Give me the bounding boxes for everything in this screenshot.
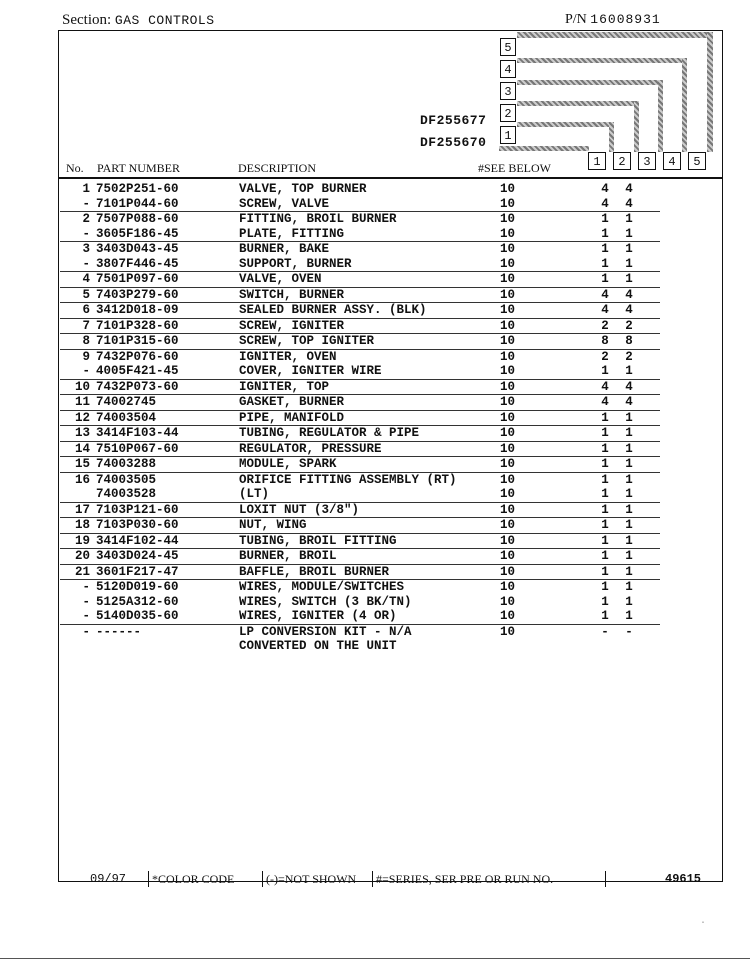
qty-model-2: 1 [625, 256, 633, 271]
footer-series: #=SERIES, SER PRE OR RUN NO. [376, 872, 554, 886]
table-row [60, 319, 660, 335]
series-code: 10 [500, 502, 516, 517]
description: PIPE, MANIFOLD [239, 410, 345, 425]
qty-model-2: 1 [625, 502, 633, 517]
series-code: 10 [500, 364, 516, 378]
table-row [60, 380, 660, 396]
footer-page-number: 49615 [665, 872, 702, 886]
qty-model-2: 1 [625, 580, 633, 594]
item-number: 4 [82, 272, 90, 286]
description: ORIFICE FITTING ASSEMBLY (RT) [239, 472, 457, 487]
table-row [60, 272, 660, 288]
series-code: 10 [500, 287, 516, 302]
item-number: 7 [82, 318, 90, 333]
qty-model-2: 1 [625, 594, 633, 609]
description: VALVE, OVEN [239, 272, 322, 286]
footer-not-shown: (-)=NOT SHOWN [266, 872, 357, 886]
table-row [60, 212, 660, 227]
description: SWITCH, BURNER [239, 287, 345, 302]
part-number: ------ [96, 624, 142, 639]
column-box: 5 [688, 152, 706, 170]
model-box: 2 [500, 104, 516, 122]
description: TUBING, REGULATOR & PIPE [239, 426, 420, 440]
qty-model-2: 4 [625, 303, 633, 317]
qty-model-1: 4 [601, 196, 609, 211]
item-number: - [82, 256, 90, 271]
qty-model-1: 1 [601, 457, 609, 471]
qty-model-1: 4 [601, 379, 609, 394]
part-number: 7403P279-60 [96, 287, 179, 302]
item-number: 20 [74, 549, 90, 563]
column-box: 1 [588, 152, 606, 170]
qty-model-2: 1 [625, 472, 633, 487]
connector-bar [682, 58, 687, 152]
part-number: 74003505 [96, 472, 157, 487]
connector-bar [499, 146, 589, 151]
table-row [60, 288, 660, 304]
description: CONVERTED ON THE UNIT [239, 639, 397, 653]
series-code: 10 [500, 395, 516, 409]
item-number: - [82, 594, 90, 609]
qty-model-1: 1 [601, 242, 609, 256]
part-number: 3807F446-45 [96, 256, 179, 271]
item-number: 11 [74, 395, 90, 409]
qty-model-1: 8 [601, 334, 609, 348]
qty-model-1: 1 [601, 272, 609, 286]
qty-model-1: 1 [601, 609, 609, 623]
qty-model-1: 1 [601, 518, 609, 532]
part-number: 7502P251-60 [96, 182, 179, 196]
description: FITTING, BROIL BURNER [239, 212, 397, 226]
series-code: 10 [500, 518, 516, 532]
qty-model-2: 1 [625, 549, 633, 563]
qty-model-2: 1 [625, 212, 633, 226]
series-code: 10 [500, 594, 516, 609]
qty-model-2: 1 [625, 364, 633, 378]
series-code: 10 [500, 318, 516, 333]
part-number: 74003528 [96, 487, 157, 501]
part-number: 7103P030-60 [96, 518, 179, 532]
qty-model-2: 1 [625, 518, 633, 532]
section-value: GAS CONTROLS [114, 13, 215, 28]
qty-model-1: 1 [601, 564, 609, 579]
part-number: 5125A312-60 [96, 594, 179, 609]
section-label: Section: [62, 12, 112, 28]
table-row [60, 565, 660, 581]
table-row [60, 503, 660, 519]
item-number: 9 [82, 349, 90, 364]
qty-model-2: 1 [625, 533, 633, 548]
item-number: 19 [74, 533, 90, 548]
item-number: - [82, 609, 90, 623]
item-number: 13 [74, 426, 90, 440]
series-code: 10 [500, 410, 516, 425]
description: LOXIT NUT (3/8") [239, 502, 360, 517]
qty-model-1: 4 [601, 395, 609, 409]
part-number: 4005F421-45 [96, 364, 179, 378]
qty-model-1: 1 [601, 426, 609, 440]
column-header-see-below: #SEE BELOW [478, 161, 551, 175]
part-number: 7432P076-60 [96, 349, 179, 364]
item-number: - [82, 364, 90, 378]
description: SCREW, TOP IGNITER [239, 334, 375, 348]
description: PLATE, FITTING [239, 226, 345, 241]
table-row [60, 518, 660, 534]
table-row [60, 549, 660, 565]
series-code: 10 [500, 472, 516, 487]
part-number: 3414F103-44 [96, 426, 179, 440]
item-number: 16 [74, 472, 90, 487]
description: REGULATOR, PRESSURE [239, 441, 382, 456]
column-box: 3 [638, 152, 656, 170]
qty-model-1: 1 [601, 256, 609, 271]
item-number: 12 [74, 410, 90, 425]
series-code: 10 [500, 457, 516, 471]
item-number: 18 [74, 518, 90, 532]
header-rule [59, 177, 722, 179]
table-row [60, 625, 660, 640]
part-number: 7101P044-60 [96, 196, 179, 211]
item-number: - [82, 226, 90, 241]
part-number-header [565, 12, 661, 28]
qty-model-2: 8 [625, 334, 633, 348]
item-number: 14 [74, 441, 90, 456]
qty-model-1: 4 [601, 303, 609, 317]
footer [62, 872, 722, 887]
table-row [60, 303, 660, 319]
part-number: 3412D018-09 [96, 303, 179, 317]
scan-speck: · [700, 918, 707, 929]
part-number: 7510P067-60 [96, 441, 179, 456]
qty-model-1: 1 [601, 549, 609, 563]
qty-model-1: 1 [601, 226, 609, 241]
description: SUPPORT, BURNER [239, 256, 352, 271]
table-row [60, 364, 660, 380]
part-number: 3403D043-45 [96, 242, 179, 256]
part-number: 3601F217-47 [96, 564, 179, 579]
part-number: 3605F186-45 [96, 226, 179, 241]
part-number: 74003288 [96, 457, 157, 471]
item-number: 15 [74, 457, 90, 471]
connector-bar [634, 101, 639, 152]
qty-model-1: 1 [601, 212, 609, 226]
page-bottom-rule [0, 958, 750, 959]
description: MODULE, SPARK [239, 457, 337, 471]
section-header [62, 12, 215, 29]
qty-model-1: 1 [601, 594, 609, 609]
item-number: 2 [82, 212, 90, 226]
qty-model-2: 1 [625, 410, 633, 425]
table-row [60, 395, 660, 411]
table-row [60, 595, 660, 610]
series-code: 10 [500, 303, 516, 317]
part-number: 7507P088-60 [96, 212, 179, 226]
parts-list [60, 182, 660, 654]
qty-model-1: 1 [601, 472, 609, 487]
column-box: 2 [613, 152, 631, 170]
description: IGNITER, TOP [239, 379, 330, 394]
qty-model-2: 1 [625, 441, 633, 456]
table-row [60, 580, 660, 595]
table-row [60, 182, 660, 197]
connector-bar [517, 58, 687, 63]
series-code: 10 [500, 226, 516, 241]
qty-model-2: 2 [625, 349, 633, 364]
description: WIRES, IGNITER (4 OR) [239, 609, 397, 623]
qty-model-2: 1 [625, 564, 633, 579]
series-code: 10 [500, 212, 516, 226]
item-number: 3 [82, 242, 90, 256]
series-code: 10 [500, 580, 516, 594]
qty-model-2: - [625, 624, 633, 639]
series-code: 10 [500, 196, 516, 211]
qty-model-2: 4 [625, 287, 633, 302]
footer-date: 09/97 [90, 872, 127, 886]
table-row [60, 639, 660, 654]
item-number: - [82, 196, 90, 211]
series-code: 10 [500, 533, 516, 548]
model-box: 5 [500, 38, 516, 56]
qty-model-1: 1 [601, 487, 609, 501]
qty-model-2: 1 [625, 272, 633, 286]
table-row [60, 242, 660, 257]
table-row [60, 334, 660, 350]
table-row [60, 473, 660, 488]
column-header-description: DESCRIPTION [238, 161, 317, 175]
table-row [60, 609, 660, 625]
table-row [60, 411, 660, 427]
part-number: 5140D035-60 [96, 609, 179, 623]
description: SCREW, IGNITER [239, 318, 345, 333]
table-row [60, 227, 660, 243]
item-number: 5 [82, 287, 90, 302]
series-code: 10 [500, 379, 516, 394]
footer-color-code: *COLOR CODE [152, 872, 235, 886]
description: GASKET, BURNER [239, 395, 345, 409]
item-number: 10 [74, 379, 90, 394]
table-row [60, 487, 660, 503]
qty-model-2: 1 [625, 487, 633, 501]
part-number: 7101P328-60 [96, 318, 179, 333]
series-code: 10 [500, 334, 516, 348]
pn-value: 16008931 [590, 12, 661, 27]
series-code: 10 [500, 182, 516, 196]
model-label: DF255677 [420, 113, 487, 128]
description: WIRES, SWITCH (3 BK/TN) [239, 594, 412, 609]
qty-model-2: 4 [625, 395, 633, 409]
footer-divider [605, 871, 606, 887]
connector-bar [517, 122, 614, 127]
series-code: 10 [500, 426, 516, 440]
series-code: 10 [500, 564, 516, 579]
series-code: 10 [500, 272, 516, 286]
series-code: 10 [500, 349, 516, 364]
qty-model-2: 4 [625, 379, 633, 394]
footer-divider [372, 871, 373, 887]
table-row [60, 457, 660, 473]
column-header-no: No. [66, 161, 84, 175]
description: SCREW, VALVE [239, 196, 330, 211]
series-code: 10 [500, 441, 516, 456]
description: COVER, IGNITER WIRE [239, 364, 382, 378]
series-code: 10 [500, 256, 516, 271]
item-number: - [82, 624, 90, 639]
item-number: 6 [82, 303, 90, 317]
column-box: 4 [663, 152, 681, 170]
qty-model-1: 1 [601, 533, 609, 548]
column-header-part-number: PART NUMBER [97, 161, 180, 175]
model-label: DF255670 [420, 135, 487, 150]
item-number: 8 [82, 334, 90, 348]
qty-model-1: 1 [601, 364, 609, 378]
item-number: - [82, 580, 90, 594]
description: (LT) [239, 487, 270, 501]
footer-divider [148, 871, 149, 887]
series-code: 10 [500, 549, 516, 563]
item-number: 1 [82, 182, 90, 196]
qty-model-1: 1 [601, 502, 609, 517]
part-number: 74003504 [96, 410, 157, 425]
qty-model-2: 4 [625, 196, 633, 211]
part-number: 5120D019-60 [96, 580, 179, 594]
part-number: 3403D024-45 [96, 549, 179, 563]
model-box: 3 [500, 82, 516, 100]
table-row [60, 350, 660, 365]
table-row [60, 426, 660, 442]
part-number: 7101P315-60 [96, 334, 179, 348]
qty-model-1: 1 [601, 441, 609, 456]
table-row [60, 534, 660, 550]
table-row [60, 257, 660, 273]
series-code: 10 [500, 242, 516, 256]
pn-label: P/N [565, 12, 587, 27]
series-code: 10 [500, 624, 516, 639]
qty-model-2: 4 [625, 182, 633, 196]
table-row [60, 197, 660, 213]
description: VALVE, TOP BURNER [239, 182, 367, 196]
qty-model-2: 1 [625, 426, 633, 440]
qty-model-2: 1 [625, 226, 633, 241]
description: SEALED BURNER ASSY. (BLK) [239, 303, 427, 317]
description: BURNER, BAKE [239, 242, 330, 256]
qty-model-2: 1 [625, 609, 633, 623]
connector-bar [707, 32, 713, 152]
footer-divider [262, 871, 263, 887]
description: TUBING, BROIL FITTING [239, 533, 397, 548]
qty-model-2: 1 [625, 457, 633, 471]
item-number: 21 [74, 564, 90, 579]
connector-bar [517, 101, 639, 106]
qty-model-1: 1 [601, 580, 609, 594]
qty-model-1: 4 [601, 182, 609, 196]
part-number: 7103P121-60 [96, 502, 179, 517]
part-number: 7501P097-60 [96, 272, 179, 286]
qty-model-1: 1 [601, 410, 609, 425]
description: WIRES, MODULE/SWITCHES [239, 580, 405, 594]
connector-bar [658, 80, 663, 152]
part-number: 3414F102-44 [96, 533, 179, 548]
description: LP CONVERSION KIT - N/A [239, 624, 412, 639]
description: BURNER, BROIL [239, 549, 337, 563]
series-code: 10 [500, 487, 516, 501]
qty-model-2: 1 [625, 242, 633, 256]
connector-bar [609, 122, 614, 152]
part-number: 7432P073-60 [96, 379, 179, 394]
description: IGNITER, OVEN [239, 349, 337, 364]
qty-model-2: 2 [625, 318, 633, 333]
series-code: 10 [500, 609, 516, 623]
model-box: 1 [500, 126, 516, 144]
description: NUT, WING [239, 518, 307, 532]
qty-model-1: 2 [601, 349, 609, 364]
table-row [60, 442, 660, 458]
part-number: 74002745 [96, 395, 157, 409]
item-number: 17 [74, 502, 90, 517]
connector-bar [517, 80, 663, 85]
connector-bar [517, 32, 713, 38]
qty-model-1: 2 [601, 318, 609, 333]
qty-model-1: - [601, 624, 609, 639]
qty-model-1: 4 [601, 287, 609, 302]
description: BAFFLE, BROIL BURNER [239, 564, 390, 579]
model-box: 4 [500, 60, 516, 78]
